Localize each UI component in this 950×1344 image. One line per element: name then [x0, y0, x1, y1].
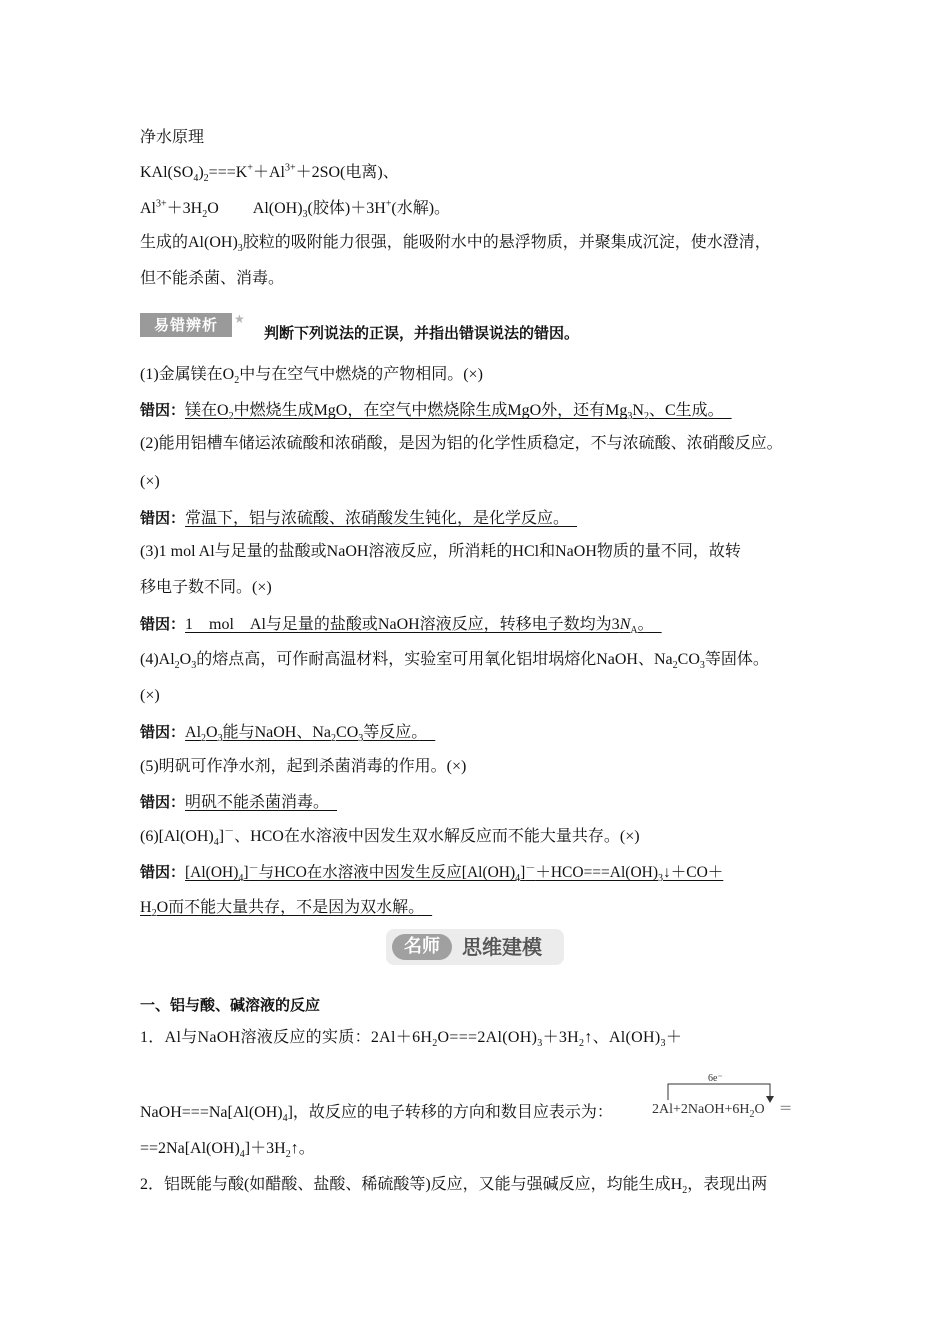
star-icon: ★: [234, 312, 245, 326]
paragraph-2: $NaOH===Na[Al(OH)_4]$，故反应的电子转移的方向和数目应表示为：: [140, 1104, 613, 1125]
badge-prompt: 判断下列说法的正误，并指出错误说法的错因。: [264, 324, 580, 342]
reason-5: 错因：明矾不能杀菌消毒。: [140, 793, 322, 811]
paragraph-4: 2．铝既能与酸(如醋酸、盐酸、稀硫酸等)反应，又能与强碱反应，均能生成$H_2$，表现出两: [140, 1176, 768, 1197]
question-4-mark: (×): [140, 687, 160, 704]
error-analysis-badge: [140, 313, 254, 337]
reason-1: 错因：镁在$O_2$中燃烧生成MgO，在空气中燃烧除生成MgO外，还有$Mg_3N_2$、C生成。: [140, 401, 716, 423]
question-6: $(6)[Al(OH)_4]^-$、HCO在水溶液中因发生双水解反应而不能大量共存。(×): [140, 826, 640, 849]
purification-title: 净水原理: [140, 129, 205, 146]
hydrolysis-equation: $Al^{3+}+3H_2O$ $Al(OH)_3$(胶体)＋3H+(水解)。: [140, 198, 451, 221]
reason-3: 错因：1 mol Al与足量的盐酸或NaOH溶液反应，转移电子数均为$3N_A$。: [140, 615, 646, 637]
reason-4: 错因：$Al_2O_3$能与NaOH、$Na_2CO_3$等反应。: [140, 723, 420, 745]
colloid-explanation: 生成的$Al(OH)_3$胶粒的吸附能力很强，能吸附水中的悬浮物质，并聚集成沉淀，使水澄清，: [140, 234, 771, 255]
question-2-mark: (×): [140, 473, 160, 490]
colloid-explanation-end: 但不能杀菌、消毒。: [140, 270, 285, 287]
reason-6-end: $H_2O$而不能大量共存，不是因为双水解。: [140, 899, 417, 920]
paragraph-3: $==2Na[Al(OH)_4]+3H_2↑$。: [140, 1140, 315, 1161]
question-1: (1)金属镁在$O_2$中与在空气中燃烧的产物相同。(×): [140, 366, 483, 387]
reason-2: 错因：常温下，铝与浓硫酸、浓硝酸发生钝化，是化学反应。: [140, 509, 562, 527]
section-heading: 一、铝与酸、碱溶液的反应: [140, 996, 321, 1014]
mingshi-title: 思维建模: [462, 935, 542, 959]
mingshi-label: 名师: [392, 934, 452, 960]
ionization-equation: $KAl(SO_4)_2===K^++Al^{3+}+2SO$(电离)、: [140, 162, 399, 185]
badge-label: 易错辨析: [140, 313, 232, 337]
question-5: (5)明矾可作净水剂，起到杀菌消毒的作用。(×): [140, 758, 467, 775]
electron-count: 6e⁻: [708, 1073, 723, 1084]
reason-6: 错因：$[Al(OH)_4]^-$与HCO在水溶液中因发生反应$[Al(OH)_4]^-+HCO===Al(OH)_3↓+CO+$: [140, 862, 724, 885]
mingshi-banner: [386, 929, 564, 965]
transfer-equation: $2Al+2NaOH+6H_2O$ ＝: [652, 1102, 793, 1120]
question-3: (3)1 mol Al与足量的盐酸或NaOH溶液反应，所消耗的HCl和NaOH物质的量不同，故转: [140, 543, 741, 560]
question-2: (2)能用铝槽车储运浓硫酸和浓硝酸，是因为铝的化学性质稳定，不与浓硫酸、浓硝酸反应。: [140, 435, 783, 452]
question-4: $(4)Al_2O_3$的熔点高，可作耐高温材料，实验室可用氧化铝坩埚熔化NaOH、$Na_2CO_3$等固体。: [140, 651, 769, 672]
question-3-end: 移电子数不同。(×): [140, 579, 272, 596]
paragraph-1: 1．Al与NaOH溶液反应的实质：$2Al+6H_2O===2Al(OH)_3+3H_2↑$、$Al(OH)_3+$: [140, 1029, 683, 1050]
